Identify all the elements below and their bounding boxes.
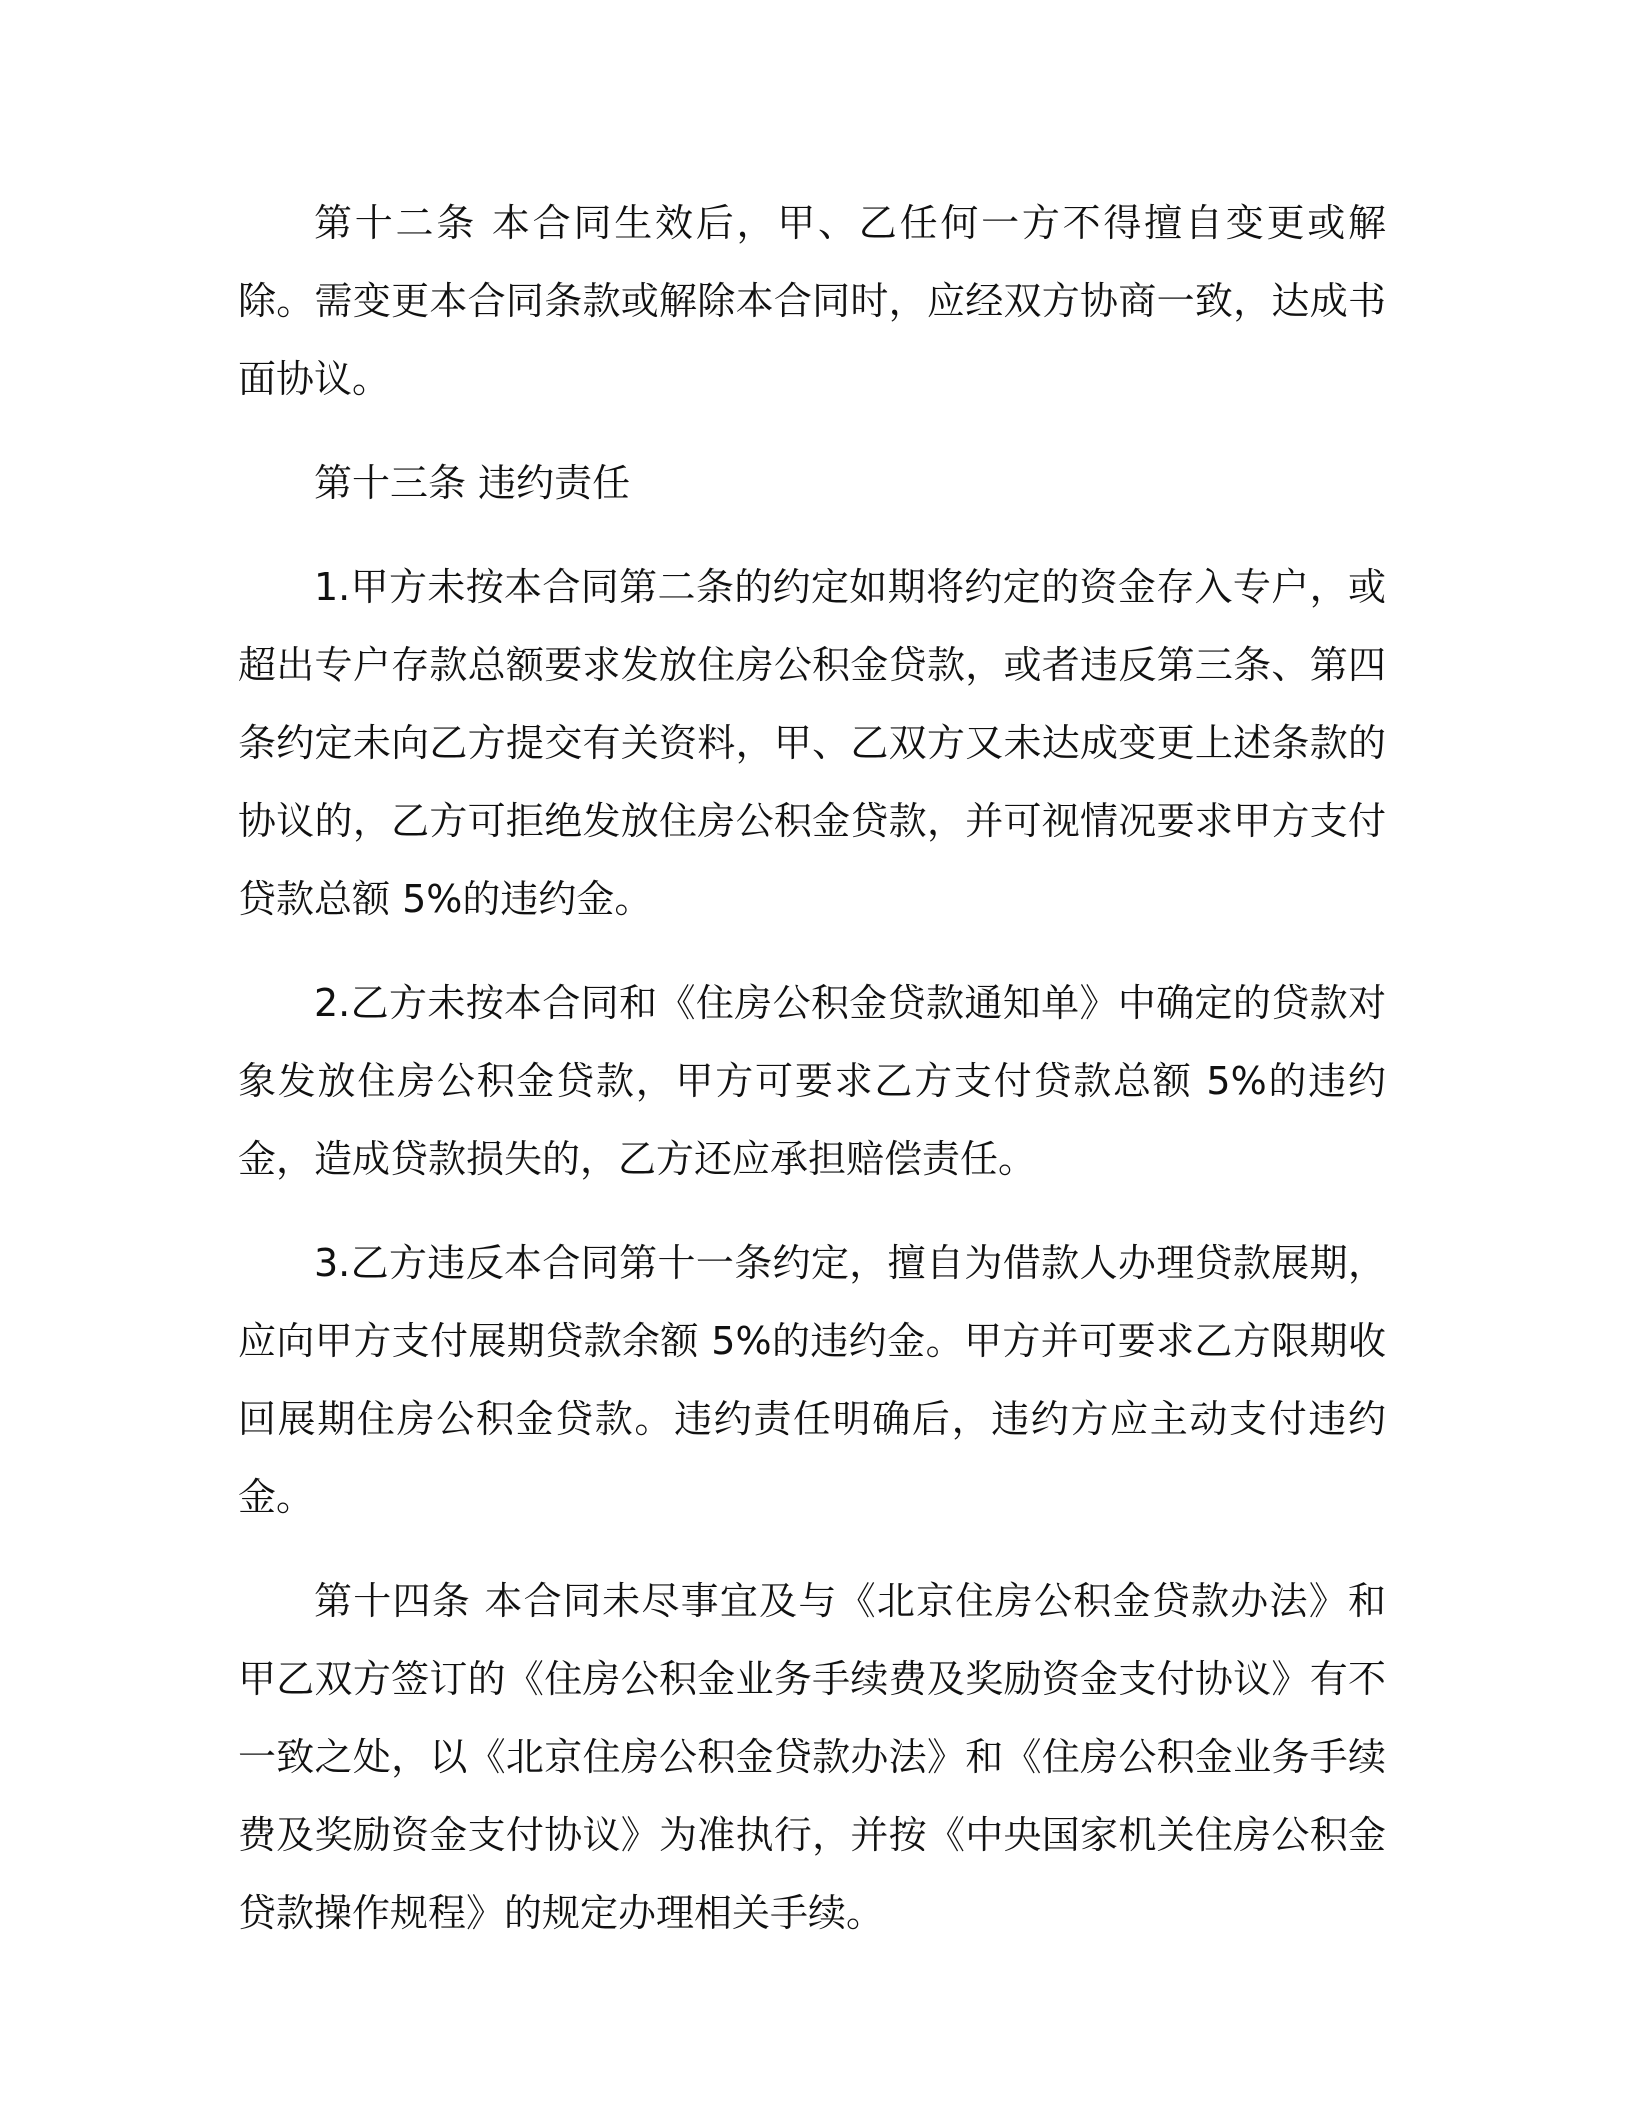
paragraph-article-14: 第十四条 本合同未尽事宜及与《北京住房公积金贷款办法》和甲乙双方签订的《住房公积金业务手续费及奖励资金支付协议》有不一致之处，以《北京住房公积金贷款办法》和《住房公积金业务手续费及奖励资金支付协议》为准执行，并按《中央国家机关住房公积金贷款操作规程》的规定办理相关手续。 xyxy=(238,1579,1386,1935)
paragraph-clause-1: 1.甲方未按本合同第二条的约定如期将约定的资金存入专户，或超出专户存款总额要求发放住房公积金贷款，或者违反第三条、第四条约定未向乙方提交有关资料，甲、乙双方又未达成变更上述条款的协议的，乙方可拒绝发放住房公积金贷款，并可视情况要求甲方支付贷款总额 5%的违约金。 xyxy=(238,565,1386,921)
heading-article-13: 第十三条 违约责任 xyxy=(314,461,631,505)
paragraph-clause-3: 3.乙方违反本合同第十一条约定，擅自为借款人办理贷款展期，应向甲方支付展期贷款余额 5%的违约金。甲方并可要求乙方限期收回展期住房公积金贷款。违约责任明确后，违约方应主动支付违约金。 xyxy=(238,1241,1386,1519)
document-body xyxy=(238,184,1386,1952)
paragraph-article-12: 第十二条 本合同生效后，甲、乙任何一方不得擅自变更或解除。需变更本合同条款或解除本合同时，应经双方协商一致，达成书面协议。 xyxy=(238,201,1386,401)
paragraph-clause-2: 2.乙方未按本合同和《住房公积金贷款通知单》中确定的贷款对象发放住房公积金贷款，甲方可要求乙方支付贷款总额 5%的违约金，造成贷款损失的，乙方还应承担赔偿责任。 xyxy=(238,981,1386,1181)
